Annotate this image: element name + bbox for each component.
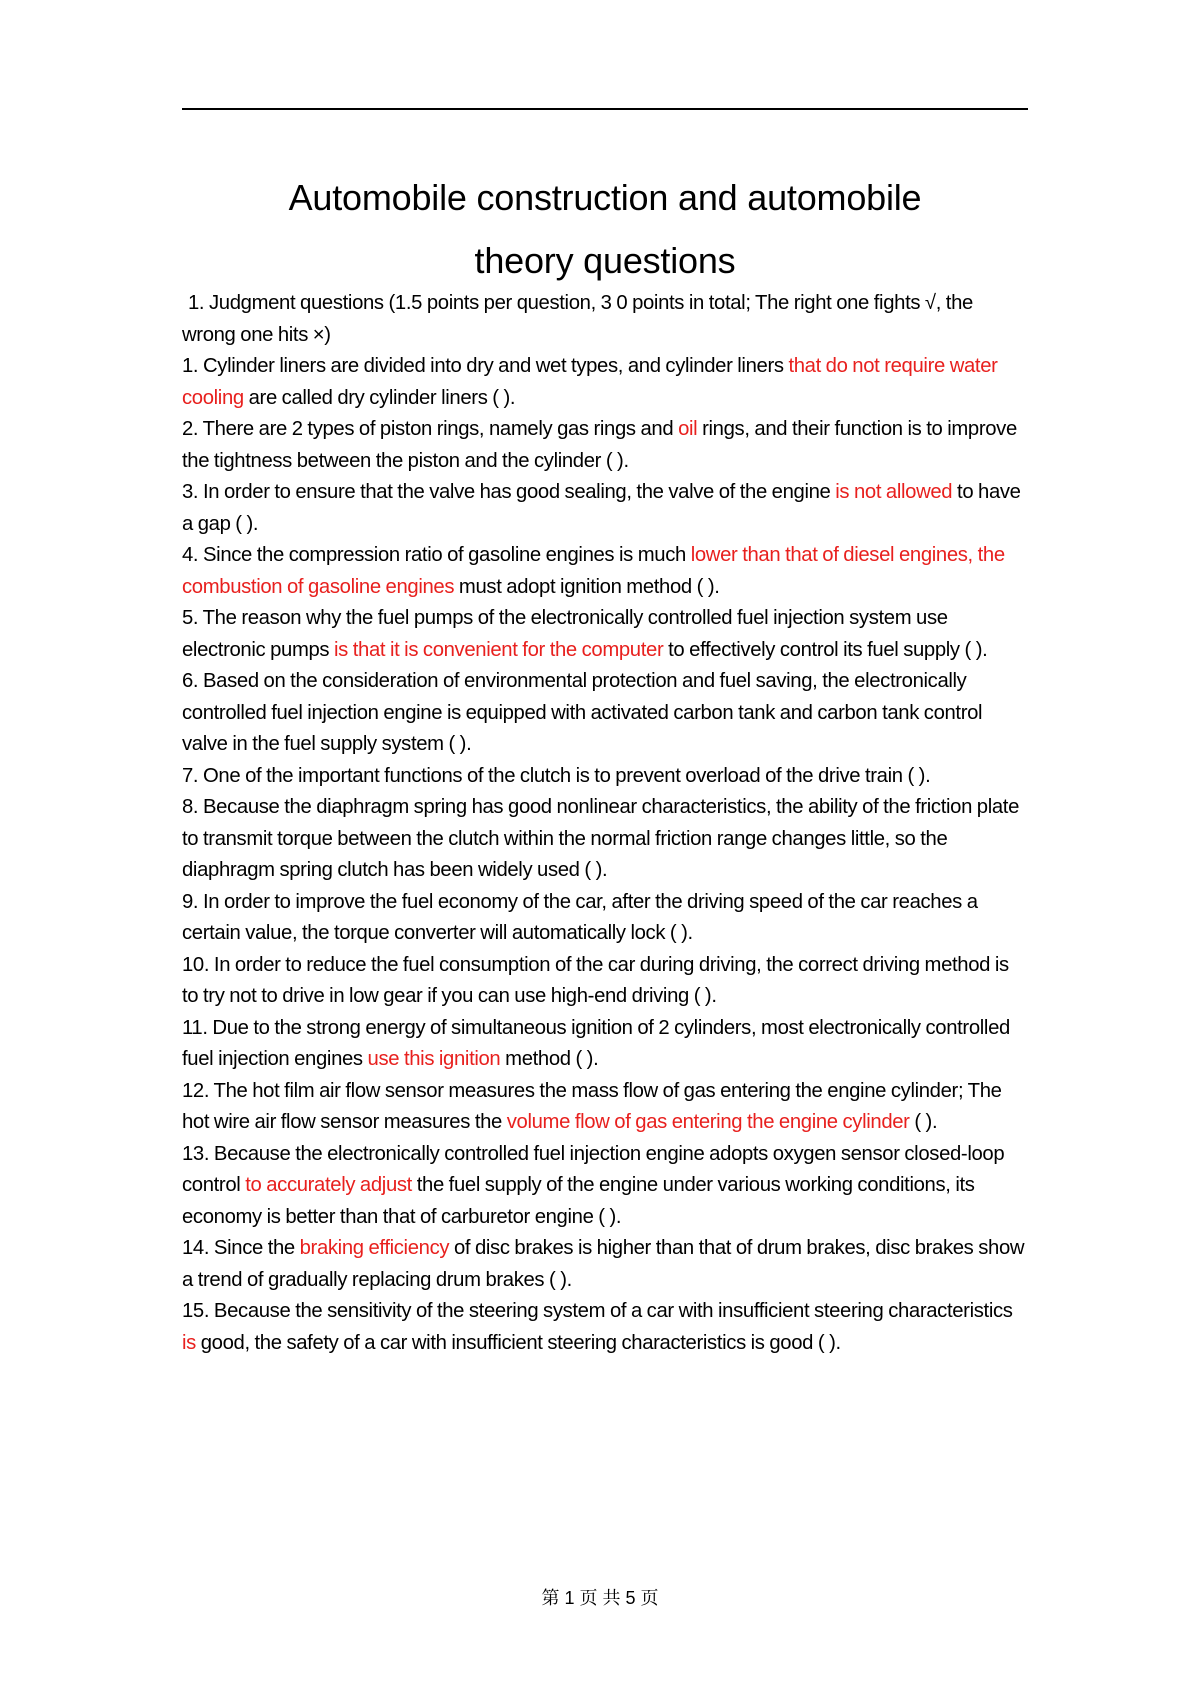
section-heading: 1. Judgment questions (1.5 points per question, 3 0 points in total; The right one fights √, the wrong one hits ×) [182,292,973,346]
question-highlight: oil [678,418,698,440]
question-text-end: to effectively control its fuel supply ( ). [663,638,988,661]
question-text: 11. Due to the strong energy of simultaneous ignition of 2 cylinders, most electronically controlled fuel injection engines [182,1016,1010,1070]
question-text: 2. There are 2 types of piston rings, namely gas rings and [182,418,679,440]
question-highlight: braking efficiency [299,1237,450,1259]
question-text: 6. Based on the consideration of environmental protection and fuel saving, the electronically controlled fuel injection engine is equipped with activated carbon tank and carbon tank control valve in the fuel supply system ( ). [182,670,983,755]
question-item [182,1013,1028,1076]
question-text: 8. Because the diaphragm spring has good nonlinear characteristics, the ability of the friction plate to transmit torque between the clutch within the normal friction range changes little, so the diaphragm spring clutch has been widely used ( ). [182,796,1020,881]
title-line-2: theory questions [474,240,736,281]
question-text-end: the fuel supply of the engine under various working conditions, its economy is better than that of carburetor engine ( ). [182,1174,975,1228]
question-item [182,761,1028,793]
question-highlight: lower than that of diesel engines, the combustion of gasoline engines [182,544,1005,598]
question-item [182,1076,1028,1139]
question-text: 4. Since the compression ratio of gasoline engines is much [182,544,691,566]
question-item [182,351,1028,414]
question-highlight: is not allowed [835,481,953,503]
question-highlight: to accurately adjust [245,1174,412,1196]
question-highlight: is that it is convenient for the computer [334,638,664,661]
question-text: 13. Because the electronically controlled fuel injection engine adopts oxygen sensor closed-loop control [182,1142,1005,1196]
question-text: 14. Since the [182,1237,300,1259]
question-text-end: must adopt ignition method ( ). [454,575,720,598]
question-highlight: that do not require water cooling [182,355,998,409]
question-highlight: volume flow of gas entering the engine cylinder [506,1111,910,1133]
question-item [182,792,1028,887]
question-item [182,540,1028,603]
question-item [182,1296,1028,1359]
question-item [182,477,1028,540]
question-text: 7. One of the important functions of the clutch is to prevent overload of the drive train ( ). [182,764,931,787]
question-text-end: good, the safety of a car with insufficient steering characteristics is good ( ). [195,1331,841,1354]
question-text: 5. The reason why the fuel pumps of the electronically controlled fuel injection system use electronic pumps [182,607,948,661]
page-number-footer: 第 1 页 共 5 页 [541,1588,659,1608]
question-text: 9. In order to improve the fuel economy of the car, after the driving speed of the car reaches a certain value, the torque converter will automatically lock ( ). [182,890,978,944]
question-text: 1. Cylinder liners are divided into dry and wet types, and cylinder liners [182,355,789,377]
question-item [182,1233,1028,1296]
question-text: 3. In order to ensure that the valve has good sealing, the valve of the engine [182,481,836,503]
question-item [182,414,1028,477]
question-list [182,288,1028,1359]
question-item [182,666,1028,761]
document-title [150,166,1060,292]
header-rule [182,108,1028,110]
question-text-end: are called dry cylinder liners ( ). [243,386,516,409]
question-text-end: method ( ). [500,1048,599,1070]
question-text-end: ( ). [909,1111,938,1133]
question-highlight: use this ignition [367,1048,501,1070]
question-item [182,603,1028,666]
question-text: 12. The hot film air flow sensor measures the mass flow of gas entering the engine cylinder; The hot wire air flow sensor measures the [182,1079,1002,1133]
question-highlight: is [182,1331,196,1354]
question-item [182,887,1028,950]
title-line-1: Automobile construction and automobile [288,177,922,218]
question-item [182,1139,1028,1234]
question-item [182,950,1028,1013]
question-text-end: of disc brakes is higher than that of drum brakes, disc brakes show a trend of gradually replacing drum brakes ( ). [182,1237,1025,1291]
question-text: 10. In order to reduce the fuel consumption of the car during driving, the correct driving method is to try not to drive in low gear if you can use high-end driving ( ). [182,953,1009,1007]
question-text: 15. Because the sensitivity of the steering system of a car with insufficient steering characteristics [182,1300,1013,1322]
question-text-end: to have a gap ( ). [182,481,1021,535]
question-text-end: rings, and their function is to improve the tightness between the piston and the cylinder ( ). [182,418,1017,472]
